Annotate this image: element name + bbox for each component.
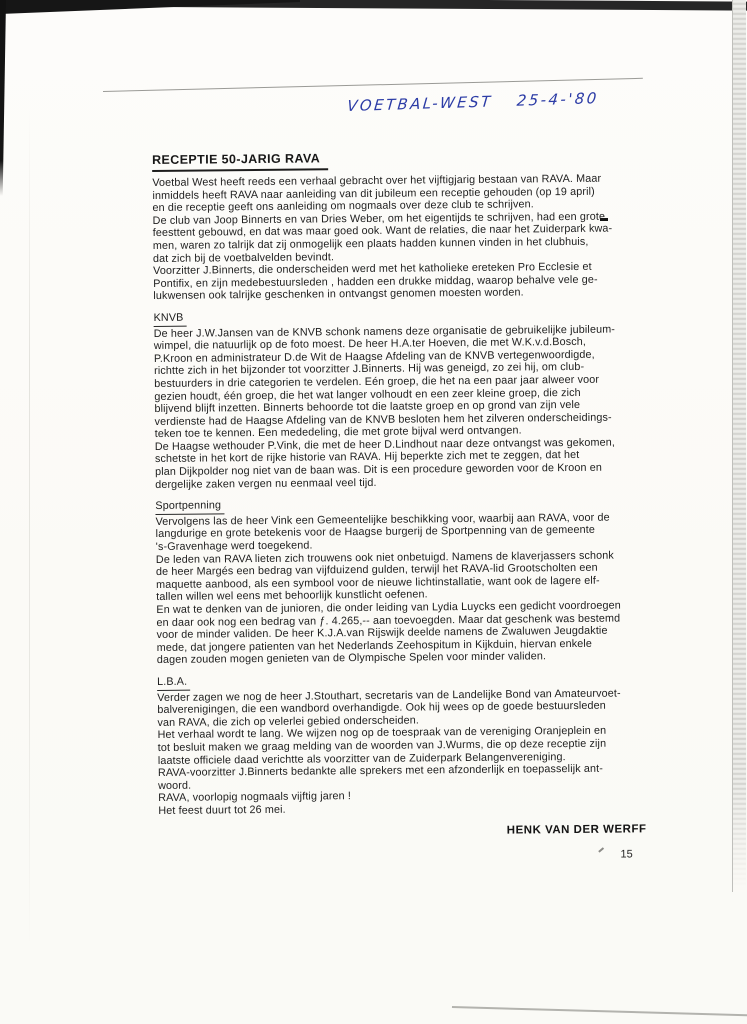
- handwritten-annotation: VOETBAL-WEST 25-4-'80: [346, 89, 600, 116]
- section-heading-sportpenning: Sportpenning: [155, 500, 224, 515]
- article: [152, 148, 673, 864]
- section-heading-lba: L.B.A.: [157, 676, 190, 691]
- article-title: RECEPTIE 50-JARIG RAVA: [152, 151, 328, 172]
- page-number: 15: [620, 847, 633, 861]
- paper-bottom-edge-line: [452, 1006, 747, 1016]
- scan-perforated-edge-right: [732, 0, 746, 892]
- section-heading-knvb: KNVB: [154, 312, 187, 327]
- author-signature: HENK VAN DER WERFF: [506, 822, 647, 837]
- article-paragraph-intro: Voetbal West heeft reeds een verhaal gebracht over het vijftigjarig bestaan van RAVA. Maar inmiddels heeft RAVA naar aanleiding van dit jubileum een receptie gehouden (op 19 april) en die receptie geeft ons aanleiding om nogmaals over deze club te schrijven. De club van Joop Binnerts en van Dries Weber, om het eigentijds te schrijven, had een grote feesttent gebouwd, en dat was maar goed ook. Want de relaties, die naar het Zuiderpark kwa- men, waren zo talrijk dat zij onmogelijk een plaats hadden kunnen vinden in het clubhuis, dat zich bij de voetbalvelden bevindt. Voorzitter J.Binnerts, die onderscheiden werd met het katholieke ereteken Pro Ecclesie et Pontifix, en zijn medebestuursleden , hadden een drukke middag, waarop behalve vele ge- lukwensen ook talrijke geschenken in ontvangst genomen moesten worden.: [152, 172, 613, 303]
- section-body-sportpenning: Vervolgens las de heer Vink een Gemeentelijke beschikking voor, waarbij aan RAVA, voor de langdurige en grote betekenis voor de Haagse burgerij de Sportpenning van de gemeente 's-Gravenhage werd toegekend. De leden van RAVA lieten zich trouwens ook niet onbetuigd. Namens de klaverjassers schonk de heer Margés een bedrag van vijfduizend gulden, terwijl het RAVA-lid Grootscholten een maquette aanbood, als een symbool voor de nieuwe lichtinstallatie, want ook de lagere elf- tallen willen wel eens met behoorlijk kunstlicht oefenen. En wat te denken van de junioren, die onder leiding van Lydia Luycks een gedicht voordroegen en daar ook nog een bedrag van ƒ. 4.265,-- aan toevoegden. Maar dat geschenk was bestemd voor de minder validen. De heer K.J.A.van Rijswijk deelde namens de Zwaluwen Jeugdaktie mede, dat jongere patienten van het Nederlands Zeehospitum in Kijkduin, hiervan enkele dagen zouden mogen genieten van de Olympische Spelen voor minder validen.: [155, 511, 621, 667]
- section-body-lba: Verder zagen we nog de heer J.Stouthart, secretaris van de Landelijke Bond van Amateurvoet- balverenigingen, die een wandbord overhandigde. Ook hij wees op de goede bestuursleden van RAVA, die zich op velerlei gebied onderscheiden. Het verhaal wordt te lang. We wijzen nog op de toespraak van de vereniging Oranjeplein en tot besluit maken we graag melding van de woorden van J.Wurms, die op deze receptie zijn laatste officiele daad verichtte als voorzitter van de Zuiderpark Belangenvereniging. RAVA-voorzitter J.Binnerts bedankte alle sprekers met een afzonderlijk en toepasselijk ant- woord. RAVA, voorlopig nogmaals vijftig jaren ! Het feest duurt tot 26 mei.: [157, 687, 621, 817]
- scan-edge-left: [0, 0, 6, 196]
- section-body-knvb: De heer J.W.Jansen van de KNVB schonk namens deze organisatie de gebruikelijke jubileum- wimpel, die natuurlijk op de foto moest. De heer H.A.ter Hoeven, die met W.K.v.d.Bosch, P.Kroon en administrateur D.de Wit de Haagse Afdeling van de KNVB vertegenwoordigde, richtte zich in het bijzonder tot voorzitter J.Binnerts. Hij was geneigd, zo zei hij, om club- bestuurders in drie categorien te verdelen. Eén groep, die het na een paar jaar alweer voor gezien houdt, één groep, die het wat langer volhoudt en een zeer kleine groep, die zich blijvend blijft inzetten. Binnerts behoorde tot die laatste groep en op grond van zijn vele verdienste had de Haagse Afdeling van de KNVB besloten hem het zilveren onderscheidings- teken toe te kennen. Een mededeling, die met grote bijval werd ontvangen. De Haagse wethouder P.Vink, die met de heer D.Lindhout naar deze ontvangst was gekomen, schetste in het kort de rijke historie van RAVA. Hij beperkte zich met te zeggen, dat het plan Dijkpolder nog niet van de baan was. Dit is een procedure geworden voor de Kroon en dergelijke zaken vergen nu eenmaal veel tijd.: [153, 323, 616, 491]
- paper-crease: [29, 110, 30, 950]
